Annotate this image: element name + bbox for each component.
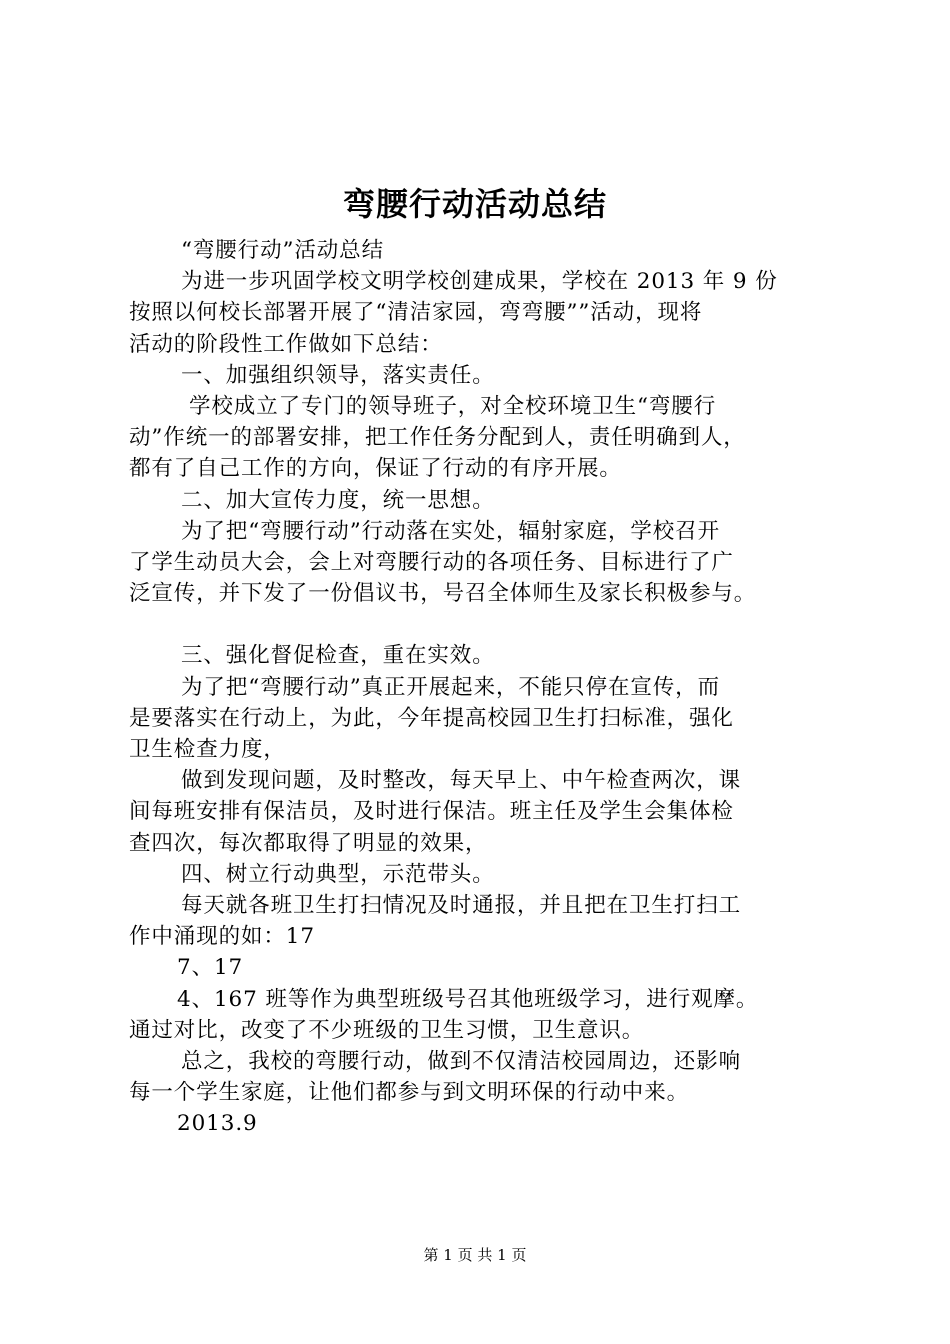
section-heading-1: 一、加强组织领导，落实责任。: [181, 362, 495, 388]
paragraph-line: 动”作统一的部署安排，把工作任务分配到人，责任明确到人，: [129, 425, 746, 451]
paragraph-line: 为了把“弯腰行动”行动落在实处，辐射家庭，学校召开: [181, 518, 720, 544]
paragraph-line: 每一个学生家庭，让他们都参与到文明环保的行动中来。: [129, 1080, 690, 1106]
subtitle-line: “弯腰行动”活动总结: [181, 238, 384, 263]
paragraph-line: 为进一步巩固学校文明学校创建成果，学校在 2013 年 9 份: [181, 269, 778, 295]
section-heading-3: 三、强化督促检查，重在实效。: [181, 643, 495, 669]
paragraph-line: 做到发现问题，及时整改，每天早上、中午检查两次，课: [181, 768, 742, 794]
document-body: [129, 235, 841, 1139]
paragraph-line: 都有了自己工作的方向，保证了行动的有序开展。: [129, 456, 622, 482]
paragraph-line: 卫生检查力度，: [129, 737, 286, 762]
paragraph-line: 查四次，每次都取得了明显的效果，: [129, 830, 488, 856]
paragraph-line: 通过对比，改变了不少班级的卫生习惯，卫生意识。: [129, 1017, 645, 1043]
document-title: 弯腰行动活动总结: [342, 185, 607, 223]
paragraph-line: 是要落实在行动上，为此，今年提高校园卫生打扫标准，强化: [129, 705, 734, 731]
section-heading-4: 四、树立行动典型，示范带头。: [181, 861, 495, 887]
paragraph-line: 每天就各班卫生打扫情况及时通报，并且把在卫生打扫工: [181, 892, 742, 918]
section-heading-2: 二、加大宣传力度，统一思想。: [181, 487, 495, 513]
date-line: 2013.9: [177, 1111, 258, 1137]
paragraph-line: 泛宣传，并下发了一份倡议书，号召全体师生及家长积极参与。: [129, 581, 757, 607]
paragraph-line: 为了把“弯腰行动”真正开展起来，不能只停在宣传，而: [181, 674, 720, 700]
page-footer: 第 1 页 共 1 页: [423, 1246, 527, 1264]
paragraph-line: 作中涌现的如：17: [129, 924, 315, 950]
paragraph-line: 按照以何校长部署开展了“清洁家园，弯弯腰””活动，现将: [129, 300, 703, 326]
blank-line: [129, 609, 841, 640]
paragraph-line: 总之，我校的弯腰行动，做到不仅清洁校园周边，还影响: [181, 1048, 742, 1074]
paragraph-line: 间每班安排有保洁员，及时进行保洁。班主任及学生会集体检: [129, 799, 734, 825]
paragraph-line: 活动的阶段性工作做如下总结：: [129, 331, 443, 357]
paragraph-line: 学校成立了专门的领导班子，对全校环境卫生“弯腰行: [189, 393, 717, 419]
paragraph-line: 4、167 班等作为典型班级号召其他班级学习，进行观摩。: [177, 986, 759, 1012]
paragraph-line: 7、17: [177, 955, 244, 981]
paragraph-line: 了学生动员大会，会上对弯腰行动的各项任务、目标进行了广: [129, 549, 734, 575]
